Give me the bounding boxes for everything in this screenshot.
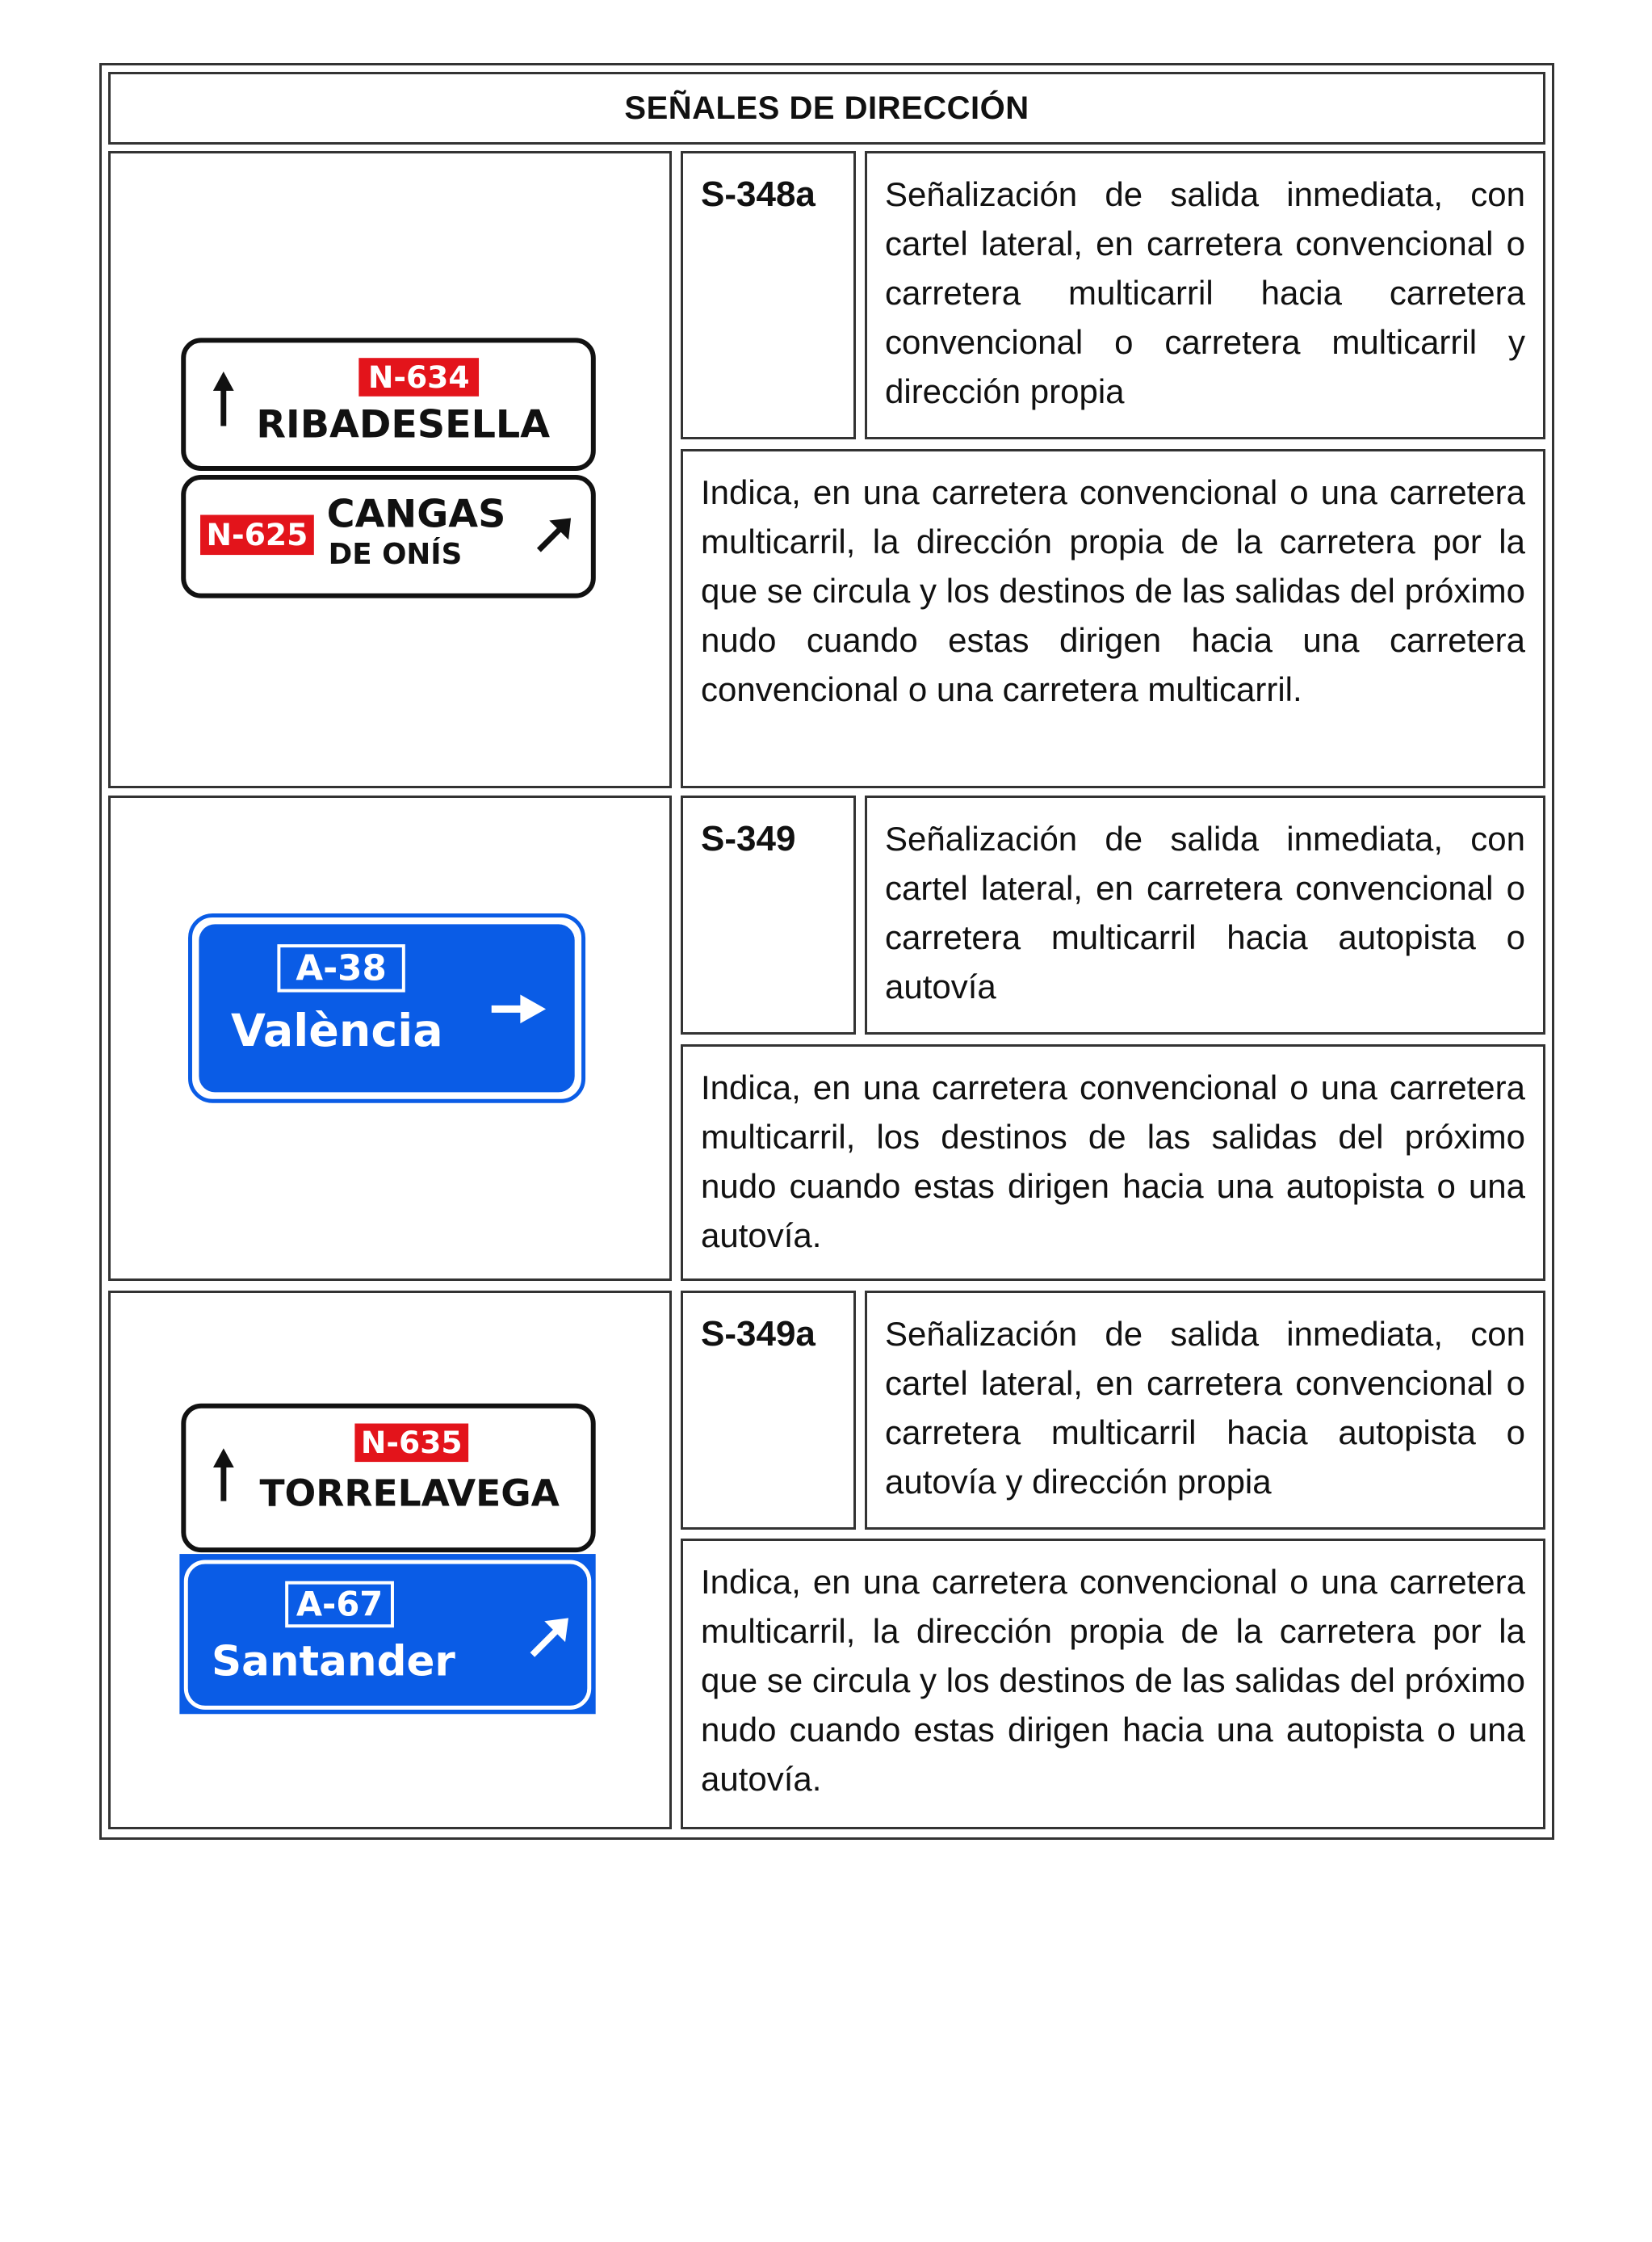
sign-summary-cell	[865, 1291, 1545, 1530]
sign-description: Indica, en una carretera convencional o una carretera multicarril, los destinos de las salidas del próximo nudo cuando estas dirigen hacia una autopista o una autovía.	[701, 1069, 1525, 1254]
sign-description-cell	[681, 449, 1545, 788]
sign-description-cell	[681, 1044, 1545, 1281]
sign-code: S-349	[701, 819, 796, 859]
road-number: N-634	[367, 359, 470, 395]
destination-name: RIBADESELLA	[256, 402, 551, 447]
sign-description: Indica, en una carretera convencional o una carretera multicarril, la dirección propia de la carretera por la que se circula y los destinos de las salidas del próximo nudo cuando estas dirigen hacia una carretera convencional o una carretera multicarril.	[701, 473, 1525, 708]
road-number: A-38	[296, 948, 387, 989]
destination-name: Santander	[212, 1637, 455, 1686]
sign-code-cell	[681, 796, 856, 1035]
sign-description-cell	[681, 1539, 1545, 1829]
road-number: A-67	[296, 1584, 384, 1624]
sign-code: S-348a	[701, 174, 816, 214]
sign-code-cell	[681, 151, 856, 439]
sign-code-cell	[681, 1291, 856, 1530]
table-header	[108, 72, 1545, 145]
destination-name: TORRELAVEGA	[259, 1472, 560, 1515]
sign-summary: Señalización de salida inmediata, con cartel lateral, en carretera convencional o carretera multicarril hacia autopista o autovía y dirección propia	[885, 1315, 1525, 1501]
destination-name: València	[230, 1005, 443, 1057]
sign-s349a-image	[111, 1293, 669, 1827]
sign-summary: Señalización de salida inmediata, con cartel lateral, en carretera convencional o carretera multicarril hacia carretera convencional o carretera multicarril y dirección propia	[885, 175, 1525, 410]
sign-summary: Señalización de salida inmediata, con cartel lateral, en carretera convencional o carretera multicarril hacia autopista o autovía	[885, 820, 1525, 1006]
sign-description: Indica, en una carretera convencional o una carretera multicarril, la dirección propia de la carretera por la que se circula y los destinos de las salidas del próximo nudo cuando estas dirigen hacia una autopista o una autovía.	[701, 1563, 1525, 1798]
sign-s349-image	[111, 798, 669, 1278]
road-number: N-635	[360, 1425, 463, 1461]
destination-name: CANGAS	[326, 492, 506, 537]
sign-image-cell-s348a	[108, 151, 672, 788]
sign-image-cell-s349a	[108, 1291, 672, 1829]
sign-s348a-image	[111, 153, 669, 786]
table-title: SEÑALES DE DIRECCIÓN	[624, 90, 1029, 126]
sign-summary-cell	[865, 151, 1545, 439]
sign-summary-cell	[865, 796, 1545, 1035]
destination-name-line2: DE ONÍS	[328, 537, 463, 571]
road-number: N-625	[206, 517, 308, 553]
sign-image-cell-s349	[108, 796, 672, 1281]
sign-code: S-349a	[701, 1314, 816, 1354]
